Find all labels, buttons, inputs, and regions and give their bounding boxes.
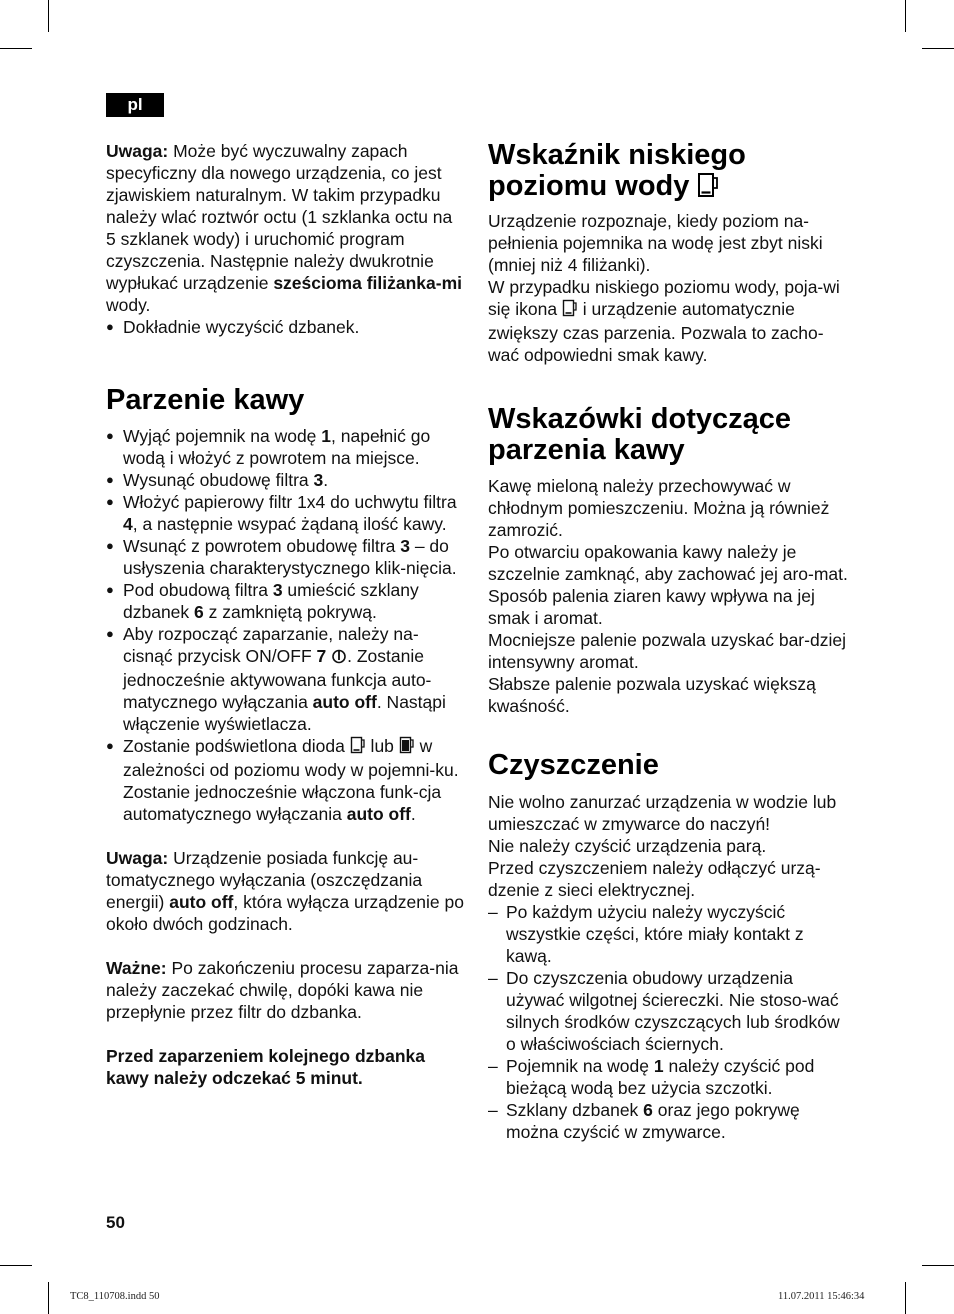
note-label: Uwaga: [106,848,169,868]
tips-paragraph: Po otwarciu opakowania kawy należy je szczelnie zamknąć, aby zachować jej aro-mat. [488,542,848,584]
power-icon [331,647,347,669]
important-paragraph [106,957,466,1023]
list-item [106,579,466,623]
paragraph-text: W przypadku niskiego poziomu wody, poja-wi się ikona [488,277,840,319]
left-column [106,140,466,1089]
item-text: , napełnić go wodą i włożyć z powrotem na miejsce. [123,426,431,468]
item-text: . Zostanie jednocześnie aktywowana funkcja auto-matycznego wyłączania [123,646,432,712]
part-number: 6 [194,602,204,622]
part-number: 3 [272,580,283,600]
item-text: Szklany dzbanek [506,1100,644,1120]
page-number: 50 [106,1213,125,1232]
cleaning-list [488,901,852,1143]
item-text: Wysunąć obudowę filtra [123,470,314,490]
part-number: 6 [643,1100,653,1120]
jug-full-icon [399,736,415,759]
item-text: Aby rozpocząć zaparzanie, należy na-cisnąć przycisk ON/OFF [123,624,419,666]
list-item [488,1099,852,1143]
item-text: , a następnie wsypać żądaną ilość kawy. [132,514,447,534]
part-number: 3 [400,536,410,556]
item-text: Włożyć papierowy filtr 1x4 do uchwytu filtra [123,492,457,512]
note-paragraph [106,140,466,316]
list-item [106,425,466,469]
jug-low-icon [350,736,366,759]
crop-mark [48,1282,49,1314]
jug-low-icon [562,299,578,322]
item-text: Pod obudową filtra [123,580,273,600]
item-text: z zamkniętą pokrywą. [203,602,377,622]
item-text: . [323,470,329,490]
list-item [106,735,466,825]
list-item: – Po każdym użyciu należy wyczyścić wszystkie części, które miały kontakt z kawą. [488,901,852,967]
cleaning-paragraph: Nie należy czyścić urządzenia parą. [488,836,767,856]
part-number: 3 [313,470,324,490]
section-title-cleaning: Czyszczenie [488,749,659,781]
note-text: , która wyłącza urządzenie po około dwóch godzinach. [106,892,464,934]
item-text: Wsunąć z powrotem obudowę filtra [123,536,401,556]
item-text: Wyjąć pojemnik na wodę [123,426,322,446]
section-title-tips: Wskazówki dotyczące parzenia kawy [488,403,791,466]
low-water-paragraph: Urządzenie rozpoznaje, kiedy poziom na-pełnienia pojemnika na wodę jest zbyt niski (mniej niż 4 filiżanki). [488,211,823,275]
item-text: . [410,804,416,824]
note-paragraph [106,847,466,935]
list-item [106,491,466,535]
list-item [106,623,466,735]
footer-timestamp: 11.07.2011 15:46:34 [778,1291,865,1302]
crop-mark [0,48,32,49]
crop-mark [922,1265,954,1266]
item-text: – do usłyszenia charakterystycznego klik-nięcia. [123,536,457,578]
list-item [106,535,466,579]
crop-mark [922,48,954,49]
low-water-paragraph [488,276,852,366]
item-text: Zostanie podświetlona dioda [123,736,350,756]
footer-filename: TC8_110708.indd 50 [70,1291,160,1302]
list-item: ● Dokładnie wyczyścić dzbanek. [106,316,466,338]
crop-mark [48,0,49,32]
crop-mark [905,0,906,32]
part-number: 7 [316,646,327,666]
tips-paragraph: Kawę mieloną należy przechowywać w chłodnym pomieszczeniu. Można ją również zamrozić. [488,476,830,540]
item-text: . Nastąpi włączenie wyświetlacza. [123,692,446,734]
important-label: Ważne: [106,958,167,978]
list-item [488,1055,852,1099]
item-text: należy czyścić pod bieżącą wodą bez użycia szczotki. [506,1056,815,1098]
cleaning-paragraph: Nie wolno zanurzać urządzenia w wodzie lub umieszczać w zmywarce do naczyń! [488,792,837,834]
bullet-list [106,316,466,338]
item-bold: auto off [312,692,377,712]
tips-paragraph: Mocniejsze palenie pozwala uzyskać bar-dziej intensywny aromat. [488,630,846,672]
brewing-steps [106,425,466,825]
list-item: – Do czyszczenia obudowy urządzenia używać wilgotnej ściereczki. Nie stoso-wać silnych środków czyszczących lub środków o właściwościach ściernych. [488,967,852,1055]
part-number: 4 [123,514,133,534]
item-text: w zależności od poziomu wody w pojemni-ku. Zostanie jednocześnie włączona funk-cja automatycznego wyłączania [123,736,459,824]
title-text: Wskaźnik niskiego poziomu wody [488,139,746,202]
cleaning-paragraph: Przed czyszczeniem należy odłączyć urzą-dzenie z sieci elektrycznej. [488,858,821,900]
section-title-low-water [488,140,852,205]
tips-paragraph: Słabsze palenie pozwala uzyskać większą kwaśność. [488,674,816,716]
note-bold: sześcioma filiżanka-mi [273,273,463,293]
item-text: Pojemnik na wodę [506,1056,654,1076]
item-text: umieścić szklany dzbanek [123,580,419,622]
note-label: Uwaga: [106,141,169,161]
item-text: oraz jego pokrywę można czyścić w zmywarce. [506,1100,800,1142]
part-number: 1 [321,426,332,446]
section-title-brewing: Parzenie kawy [106,384,305,416]
list-item [106,469,466,491]
part-number: 1 [653,1056,664,1076]
note-bold: auto off [169,892,234,912]
item-text: lub [365,736,399,756]
crop-mark [0,1265,32,1266]
wait-warning: Przed zaparzeniem kolejnego dzbanka kawy należy odczekać 5 minut. [106,1046,425,1088]
right-column [488,140,852,1143]
item-bold: auto off [346,804,411,824]
crop-mark [905,1282,906,1314]
jug-low-icon [697,172,719,205]
tips-paragraph: Sposób palenia ziaren kawy wpływa na jej smak i aromat. [488,586,815,628]
note-text: Może być wyczuwalny zapach specyficzny dla nowego urządzenia, co jest zjawiskiem naturalnym. W takim przypadku należy wlać roztwór octu (1 szklanka octu na 5 szklanek wody) i uruchomić program czyszczenia. Następnie należy dwukrotnie wypłukać urządzenie [106,141,453,293]
paragraph-text: i urządzenie automatycznie zwiększy czas parzenia. Pozwala to zacho-wać odpowiedni smak kawy. [488,299,824,365]
note-text: Urządzenie posiada funkcję au-tomatycznego wyłączania (oszczędzania energii) [106,848,423,912]
note-text: wody. [106,295,151,315]
important-text: Po zakończeniu procesu zaparza-nia należy zaczekać chwilę, dopóki kawa nie przepłynie przez filtr do dzbanka. [106,958,459,1022]
language-tab: pl [106,93,164,117]
